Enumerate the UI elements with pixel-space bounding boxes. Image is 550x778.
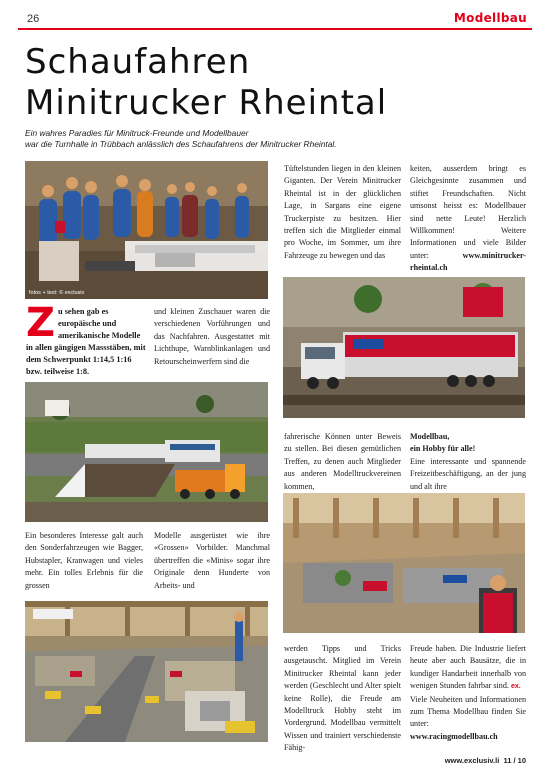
- column-3-mid-text: fahrerische Können unter Beweis zu stellen. Bei diesen gemütlichen Treffen, zu denen auch Mitglieder aus anderen Modelltruckvereinen kommen,: [284, 432, 401, 491]
- intro-line-2: war die Turnhalle in Trübbach anlässlich des Schaufahrens der Minitrucker Rheintal.: [25, 138, 337, 149]
- column-4-mid-text: Eine interessante und spannende Freizeitbeschäftigung, an der jung und alt ihre: [410, 456, 526, 491]
- section-label: Modellbau: [453, 11, 527, 25]
- link-racingmodellbau[interactable]: www.racingmodellbau.ch: [410, 731, 498, 741]
- photo-model-landscape-image: [25, 382, 268, 522]
- column-4-bottom: [410, 643, 526, 743]
- title-line-2: Minitrucker Rheintal: [25, 83, 388, 123]
- link-minitrucker[interactable]: www.minitrucker-rheintal.ch: [410, 250, 526, 273]
- photo-group: [25, 161, 268, 299]
- drop-cap: Z: [26, 300, 56, 346]
- photo-model-landscape: [25, 382, 268, 522]
- photo-credit: fotos + text: © exclusiv: [29, 290, 85, 296]
- header-rule: [18, 28, 532, 30]
- column-4-heading-2: ein Hobby für alle!: [410, 444, 476, 454]
- column-3-top-text: Tüftelstunden liegen in den kleinen Giganten. Der Verein Minitrucker Rheintal ist in der glücklichen Lage, in Sargans eine eigene Truckerpiste zu besitzen. Hier treffen sich die Mitglieder einmal pro Woche, im Sommer, um ihre Fahrzeuge zu bewegen und das: [284, 164, 401, 260]
- column-4-bottom-text-2: Viele Neuheiten und Informationen zum Thema Modellbau finden Sie unter:: [410, 694, 526, 729]
- photo-truck-trailer: [283, 277, 525, 418]
- title-line-1: Schaufahren: [25, 42, 251, 82]
- intro-text: [25, 128, 525, 149]
- photo-hall-models: [25, 601, 268, 742]
- column-2-mid-text: Modelle ausgerüstet wie ihre «Grossen» Vorbilder. Manchmal übertreffen die «Minis» sogar ihre Originale denn Hunderte von Arbeits- und: [154, 531, 270, 590]
- column-4-top: [410, 163, 526, 275]
- column-4-heading-1: Modellbau,: [410, 432, 450, 441]
- column-4-bottom-text: Freude haben. Die Industrie liefert heute aber auch Bausätze, die in kundiger Handarbeit innerhalb von wenigen Stunden fahrbar sind.: [410, 644, 526, 691]
- column-1-mid-text: Ein besonderes Interesse galt auch den Sonderfahrzeugen wie Bagger, Hubstapler, Kranwagen und vieles mehr. Ein tolles Erlebnis für die grossen: [25, 531, 143, 590]
- photo-hall-models-image: [25, 601, 268, 742]
- end-mark: ex.: [510, 683, 521, 691]
- footer-url[interactable]: www.exclusiv.li: [444, 756, 500, 765]
- photo-truck-trailer-image: [283, 277, 525, 418]
- column-2-top-text: und kleinen Zuschauer waren die verschiedenen Vorführungen und das Nachfahren. Ausgestattet mit Lichthupe, Warnblinkanlagen und Retourscheinwerfern sind die: [154, 307, 270, 366]
- lead-text: u sehen gab es europäische und amerikanische Modelle in allen gängigen Massstäben, mit dem Schwerpunkt 1:14,5 1:16 bzw. teilweise 1:8.: [26, 307, 146, 377]
- intro-line-1: Ein wahres Paradies für Minitruck-Freunde und Modellbauer: [25, 128, 249, 138]
- lead-paragraph: [26, 300, 148, 379]
- photo-gym-hall: [283, 493, 525, 633]
- footer: [445, 756, 526, 765]
- article-title: [25, 42, 387, 124]
- footer-issue: 11 / 10: [503, 756, 526, 765]
- column-4-mid: [410, 431, 526, 493]
- column-3-bottom-text: werden Tipps und Tricks ausgetauscht. Mitglied im Verein Minitrucker Rheintal kann jeder werden (Geschlecht und Alter spielt keine Rolle), die Freude am Modelltruck Hobby steht im Vordergrund. Modellbau vermittelt Wissen und trainiert verschiedenste Fähig-: [284, 644, 401, 753]
- photo-group-image: [25, 161, 268, 299]
- column-4-top-text: keiten, ausserdem bringt es Gleichgesinnte zusammen und stiftet Freundschaften. Nicht umsonst heisst es: Modellbauer sind nette Leute! Herzlich Willkommen! Weitere Informationen und viele Bilder unter:: [410, 164, 526, 260]
- page-number: 26: [27, 13, 40, 25]
- photo-gym-hall-image: [283, 493, 525, 633]
